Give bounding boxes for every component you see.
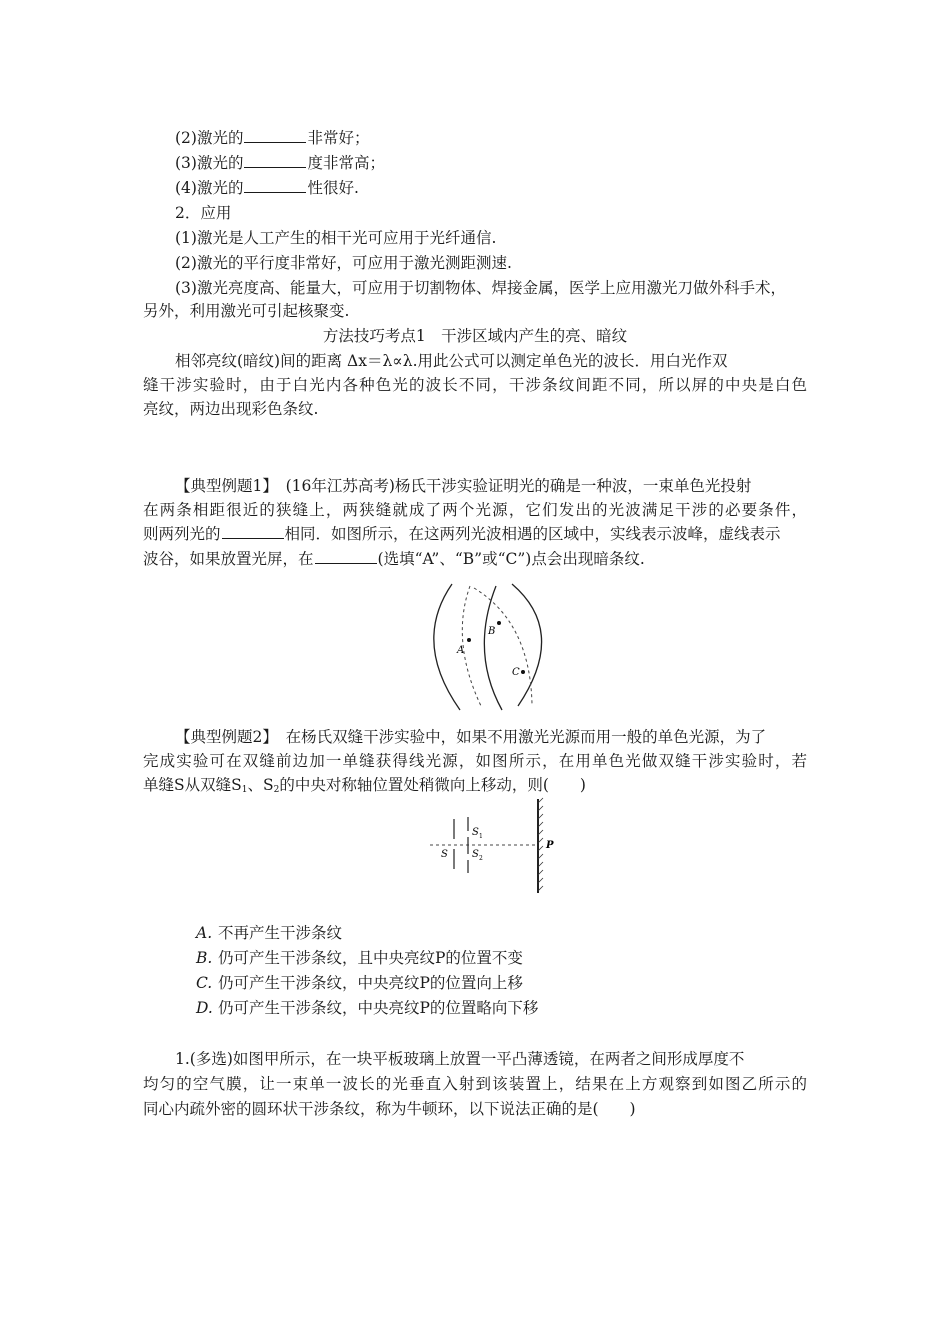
option-letter: A. <box>196 924 213 942</box>
property-item-4-prefix: (4)激光的 <box>175 179 244 197</box>
point-a-label: A <box>457 645 465 656</box>
crest-line-3 <box>512 584 542 706</box>
question1-line-2: 均匀的空气膜，让一束单一波长的光垂直入射到该装置上，结果在上方观察到如图乙所示的 <box>143 1075 807 1093</box>
option-text: 仍可产生干涉条纹，中央亮纹P的位置略向下移 <box>218 999 539 1017</box>
example1-line-4 <box>143 547 645 571</box>
property-item-4 <box>175 176 359 200</box>
example2-line-3-part-b: 、S <box>247 776 274 794</box>
method-line-2: 缝干涉实验时，由于白光内各种色光的波长不同，干涉条纹间距不同，所以屏的中央是白色 <box>143 376 807 394</box>
slit-s1-subscript: 1 <box>479 833 483 840</box>
point-b-label: B <box>488 626 496 637</box>
point-a-dot <box>467 638 471 642</box>
property-item-3 <box>175 151 385 175</box>
example1-line-3 <box>143 522 781 546</box>
point-c-dot <box>521 670 525 674</box>
option-b[interactable] <box>196 946 523 970</box>
method-line-3: 亮纹，两边出现彩色条纹. <box>143 400 319 418</box>
example1-line-3-prefix: 则两列光的 <box>143 525 221 543</box>
example1-line-4-prefix: 波谷，如果放置光屏，在 <box>143 550 314 568</box>
answer-blank[interactable] <box>244 128 306 143</box>
point-b-dot <box>497 621 501 625</box>
crest-line-2 <box>484 586 502 710</box>
option-text: 仍可产生干涉条纹，且中央亮纹P的位置不变 <box>218 949 523 967</box>
double-slit-figure <box>428 797 568 897</box>
method-line-1: 相邻亮纹(暗纹)间的距离 Δx＝λ∝λ.用此公式可以测定单色光的波长．用白光作双 <box>175 352 728 370</box>
option-d[interactable] <box>196 996 538 1020</box>
slit-s2-label: S <box>472 849 479 860</box>
example1-line-1: 【典型例题1】 (16年江苏高考)杨氏干涉实验证明光的确是一种波，一束单色光投射 <box>175 477 752 495</box>
method-title: 方法技巧考点1 干涉区域内产生的亮、暗纹 <box>322 327 628 345</box>
application-item-3-line-1: (3)激光亮度高、能量大，可应用于切割物体、焊接金属，医学上应用激光刀做外科手术， <box>175 279 786 297</box>
option-a[interactable] <box>196 921 342 945</box>
example1-line-3-suffix: 相同．如图所示，在这两列光波相遇的区域中，实线表示波峰，虚线表示 <box>284 525 781 543</box>
applications-heading: 2．应用 <box>175 204 232 222</box>
option-letter: D. <box>196 999 213 1017</box>
slit-s1-label: S <box>472 827 479 838</box>
example2-line-2: 完成实验可在双缝前边加一单缝获得线光源，如图所示，在用单色光做双缝干涉实验时，若 <box>143 752 807 770</box>
trough-line-1 <box>462 586 482 708</box>
option-text: 不再产生干涉条纹 <box>218 924 343 942</box>
property-item-4-suffix: 性很好. <box>307 179 359 197</box>
option-letter: B. <box>196 949 213 967</box>
screen-p-label: P <box>546 840 554 851</box>
application-item-1: (1)激光是人工产生的相干光可应用于光纤通信. <box>175 229 497 247</box>
property-item-2-prefix: (2)激光的 <box>175 129 244 147</box>
application-item-3-line-2: 另外，利用激光可引起核聚变. <box>143 302 350 320</box>
answer-blank[interactable] <box>244 153 306 168</box>
option-letter: C. <box>196 974 213 992</box>
trough-line-2 <box>474 588 532 704</box>
question1-line-3: 同心内疏外密的圆环状干涉条纹，称为牛顿环，以下说法正确的是( ) <box>143 1100 636 1118</box>
subscript-2: 2 <box>273 785 280 795</box>
example1-line-2: 在两条相距很近的狭缝上，两狭缝就成了两个光源，它们发出的光波满足干涉的必要条件， <box>143 501 807 519</box>
question1-line-1: 1.(多选)如图甲所示，在一块平板玻璃上放置一平凸薄透镜，在两者之间形成厚度不 <box>175 1050 745 1068</box>
answer-blank[interactable] <box>315 549 377 564</box>
subscript-1: 1 <box>241 785 248 795</box>
option-text: 仍可产生干涉条纹，中央亮纹P的位置向上移 <box>218 974 523 992</box>
point-c-label: C <box>512 667 520 678</box>
example2-line-3-part-a: 单缝S从双缝S <box>143 776 242 794</box>
wavefront-figure <box>430 582 570 712</box>
slit-s2-subscript: 2 <box>479 855 483 862</box>
property-item-2-suffix: 非常好； <box>307 129 370 147</box>
answer-blank[interactable] <box>244 178 306 193</box>
property-item-2 <box>175 126 369 150</box>
slit-s-label: S <box>441 849 448 860</box>
example1-line-4-suffix: (选填“A”、“B”或“C”)点会出现暗条纹. <box>377 550 645 568</box>
answer-blank[interactable] <box>222 524 284 539</box>
application-item-2: (2)激光的平行度非常好，可应用于激光测距测速. <box>175 254 512 272</box>
example2-line-3-part-c: 的中央对称轴位置处稍微向上移动，则( ) <box>279 776 586 794</box>
property-item-3-prefix: (3)激光的 <box>175 154 244 172</box>
property-item-3-suffix: 度非常高； <box>307 154 385 172</box>
example2-line-1: 【典型例题2】 在杨氏双缝干涉实验中，如果不用激光光源而用一般的单色光源，为了 <box>175 728 767 746</box>
option-c[interactable] <box>196 971 523 995</box>
